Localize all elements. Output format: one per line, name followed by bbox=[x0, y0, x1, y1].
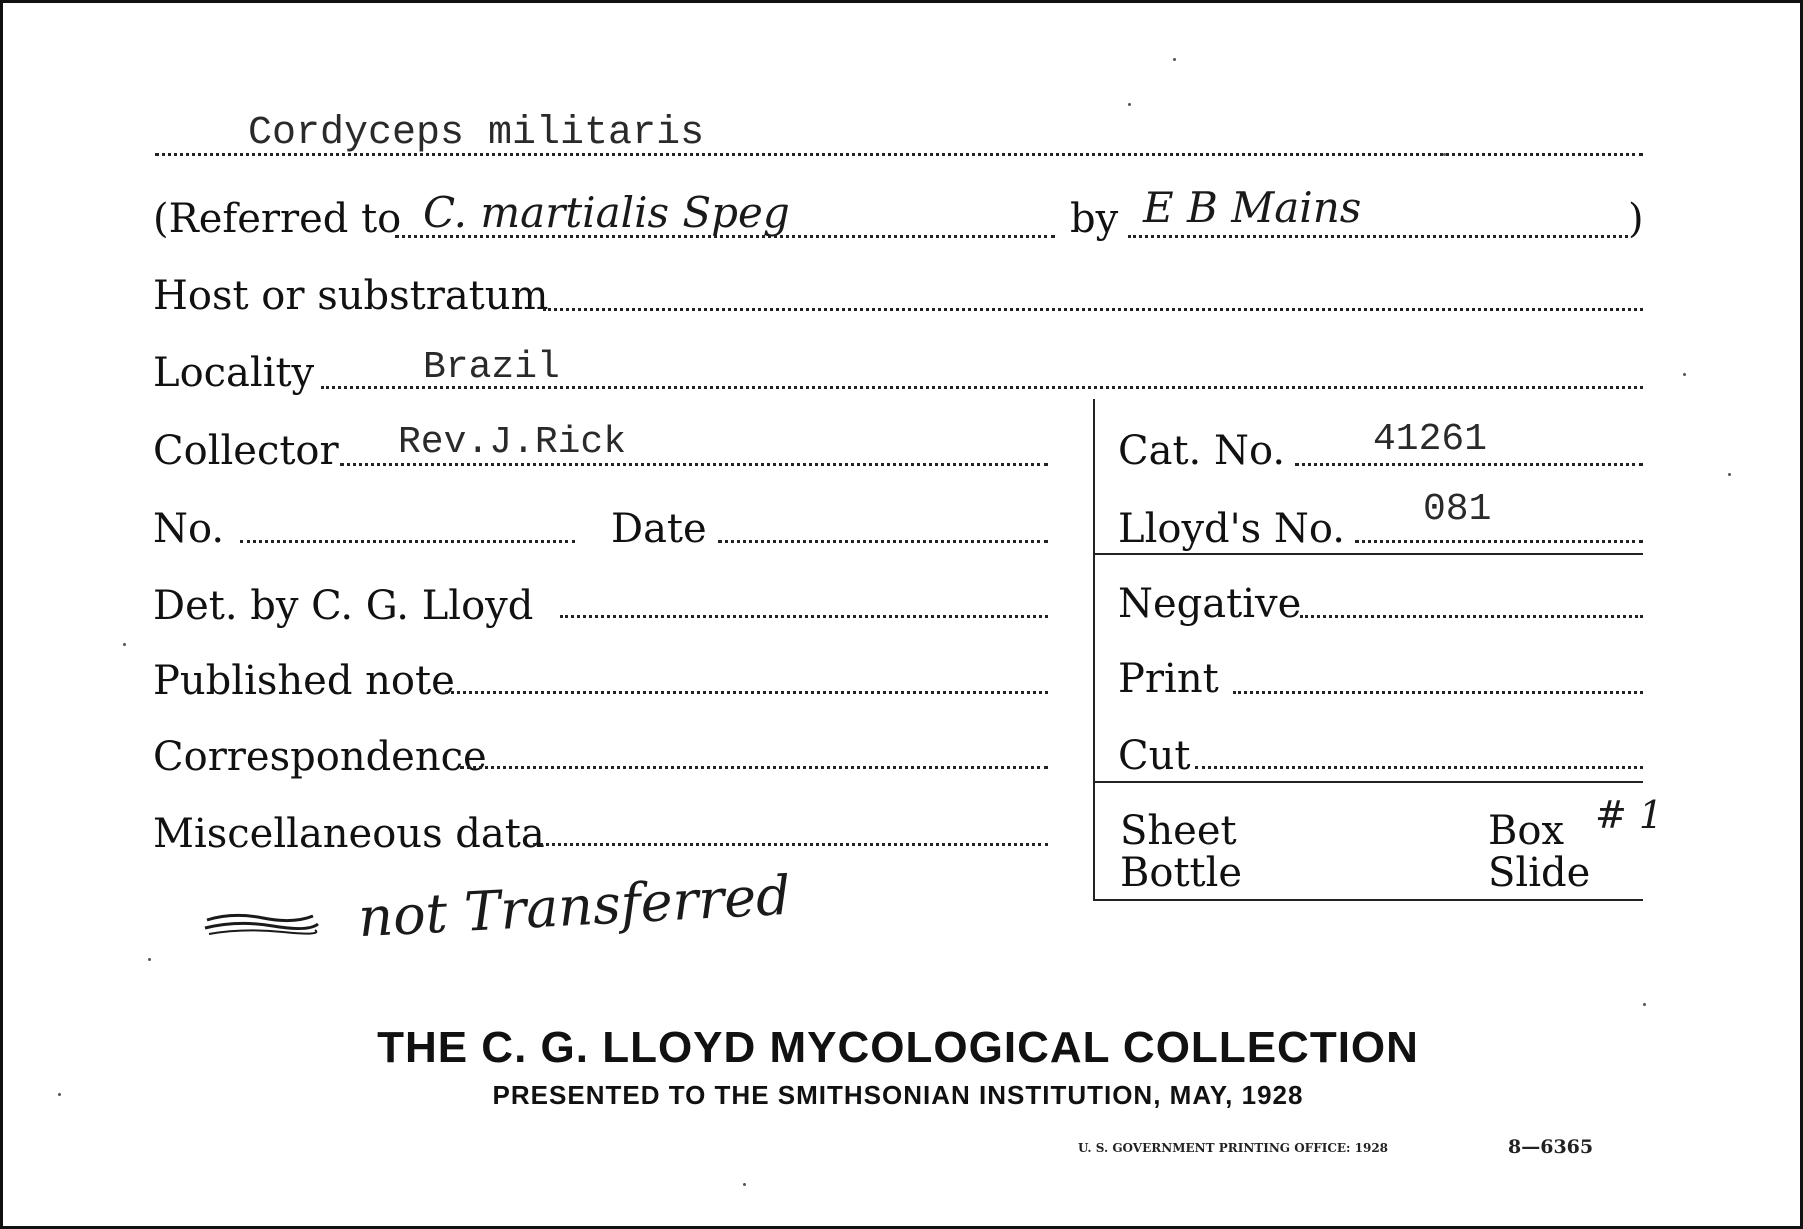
host-line bbox=[543, 308, 1643, 311]
lloyds-no-value: 081 bbox=[1423, 488, 1492, 531]
box-panel-left-border bbox=[1093, 399, 1095, 901]
lloyds-no-label: Lloyd's No. bbox=[1118, 506, 1345, 552]
cat-no-line bbox=[1295, 463, 1643, 466]
referred-by-label: by bbox=[1070, 196, 1119, 242]
cut-label: Cut bbox=[1118, 733, 1191, 779]
referred-prefix: (Referred to bbox=[153, 196, 402, 242]
det-label: Det. by C. G. Lloyd bbox=[153, 583, 534, 629]
collector-label: Collector bbox=[153, 428, 339, 474]
scan-speck bbox=[58, 1093, 61, 1096]
species-name: Cordyceps militaris bbox=[248, 111, 705, 156]
published-label: Published note bbox=[153, 658, 455, 704]
misc-line bbox=[533, 843, 1048, 846]
scan-speck bbox=[123, 643, 126, 646]
locality-value: Brazil bbox=[423, 346, 560, 389]
cat-no-label: Cat. No. bbox=[1118, 428, 1286, 474]
box-value: # 1 bbox=[1595, 793, 1664, 837]
referred-to-value: C. martialis Speg bbox=[423, 188, 790, 237]
published-line bbox=[445, 691, 1048, 694]
no-label: No. bbox=[153, 506, 225, 552]
form-number: 8—6365 bbox=[1508, 1136, 1594, 1158]
sheet-label: Sheet bbox=[1120, 808, 1237, 854]
strikethrough-scribble bbox=[203, 908, 323, 938]
bottle-label: Bottle bbox=[1120, 850, 1243, 896]
box-panel-divider-1 bbox=[1095, 553, 1643, 555]
box-label: Box bbox=[1488, 808, 1565, 854]
scan-speck bbox=[1728, 473, 1731, 476]
cat-no-value: 41261 bbox=[1373, 418, 1488, 461]
species-line bbox=[155, 153, 1643, 156]
correspondence-label: Correspondence bbox=[153, 734, 487, 780]
locality-label: Locality bbox=[153, 350, 315, 396]
misc-label: Miscellaneous data bbox=[153, 811, 545, 857]
lloyds-no-line bbox=[1355, 540, 1643, 543]
no-line bbox=[240, 540, 575, 543]
print-line bbox=[1233, 691, 1643, 694]
scan-speck bbox=[1683, 373, 1686, 376]
referred-by-value: E B Mains bbox=[1143, 183, 1362, 232]
scan-speck bbox=[1128, 103, 1131, 106]
det-line bbox=[560, 615, 1048, 618]
date-line bbox=[718, 540, 1048, 543]
cut-line bbox=[1195, 766, 1643, 769]
scan-speck bbox=[1443, 153, 1446, 156]
slide-label: Slide bbox=[1488, 850, 1591, 896]
footer-subtitle: PRESENTED TO THE SMITHSONIAN INSTITUTION, MAY, 1928 bbox=[492, 1080, 1304, 1110]
negative-label: Negative bbox=[1118, 581, 1302, 627]
footer-title: THE C. G. LLOYD MYCOLOGICAL COLLECTION bbox=[377, 1023, 1419, 1072]
misc-note: not Transferred bbox=[356, 863, 793, 950]
scan-speck bbox=[1173, 58, 1176, 61]
date-label: Date bbox=[611, 506, 707, 552]
printer-imprint: U. S. GOVERNMENT PRINTING OFFICE: 1928 bbox=[1078, 1141, 1389, 1155]
box-panel-bottom-border bbox=[1095, 899, 1643, 901]
scan-speck bbox=[1643, 1003, 1646, 1006]
print-label: Print bbox=[1118, 656, 1219, 702]
referred-suffix: ) bbox=[1628, 196, 1644, 242]
scan-speck bbox=[148, 958, 151, 961]
host-label: Host or substratum bbox=[153, 273, 549, 319]
correspondence-line bbox=[460, 766, 1048, 769]
negative-line bbox=[1300, 615, 1643, 618]
referred-by-line bbox=[1128, 235, 1628, 238]
box-panel-divider-2 bbox=[1095, 781, 1643, 783]
scan-speck bbox=[743, 1183, 746, 1186]
collector-value: Rev.J.Rick bbox=[398, 421, 627, 464]
